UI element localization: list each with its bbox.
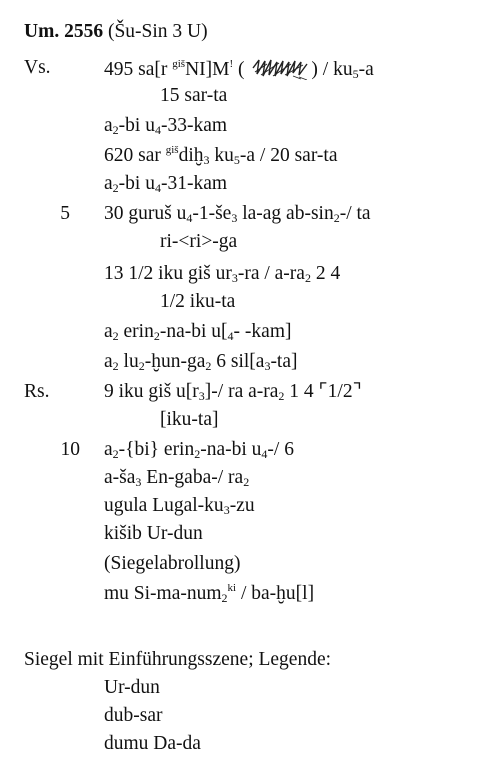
tablet-date: (Šu-Sin 3 U) — [107, 21, 208, 42]
subscript-index: 2 — [112, 181, 119, 195]
text-segment: -33-kam — [160, 115, 228, 136]
text-line — [160, 290, 235, 314]
text-segment: 9 iku giš u[r — [104, 381, 199, 402]
tablet-title — [24, 20, 208, 44]
text-segment: -zu — [229, 495, 255, 516]
text-segment: a — [104, 115, 113, 136]
tablet-number: Um. 2556 — [24, 21, 104, 42]
seal-line: Ur-dun — [104, 677, 160, 698]
subscript-index: 2 — [138, 359, 145, 373]
text-segment: a — [104, 321, 113, 342]
subscript-index: 2 — [243, 475, 250, 489]
text-segment: ]-/ ra a-ra — [204, 381, 279, 402]
subscript-index: 4 — [261, 447, 268, 461]
text-segment: -a — [358, 59, 374, 80]
text-segment: -1-še — [192, 203, 232, 224]
superscript-determinative: ! — [229, 58, 234, 70]
subscript-index: 3 — [203, 153, 210, 167]
subscript-index: 2 — [221, 591, 228, 605]
text-segment: -na-bi u — [200, 439, 262, 460]
text-segment: ku — [209, 145, 234, 166]
text-segment: a — [104, 351, 113, 372]
text-line — [104, 56, 374, 82]
text-segment: 30 guruš u — [104, 203, 187, 224]
text-segment: la-ag ab-sin — [237, 203, 334, 224]
subscript-index: 2 — [194, 447, 201, 461]
reverse-label: Rs. — [24, 381, 50, 402]
text-segment: -ḫun-ga — [144, 351, 206, 372]
subscript-index: 2 — [112, 359, 119, 373]
subscript-index: 2 — [333, 211, 340, 225]
subscript-index: 2 — [112, 123, 119, 137]
subscript-index: 2 — [112, 329, 119, 343]
text-segment: lu — [118, 351, 139, 372]
text-segment: - -kam] — [233, 321, 292, 342]
text-segment: -bi u — [118, 173, 155, 194]
text-line — [104, 144, 338, 168]
text-line — [104, 350, 298, 374]
subscript-index: 2 — [205, 359, 212, 373]
text-line — [160, 230, 237, 254]
seal-heading: Siegel mit Einführungsszene; Legende: — [24, 649, 332, 670]
superscript-determinative: ki — [227, 582, 237, 594]
text-segment: a — [104, 439, 113, 460]
text-segment: erin — [118, 321, 154, 342]
text-line — [104, 380, 362, 404]
subscript-index: 3 — [264, 359, 271, 373]
text-segment: -a / 20 sar-ta — [239, 145, 338, 166]
subscript-index: 5 — [352, 67, 359, 81]
text-segment: (Siegelabrollung) — [104, 553, 241, 574]
text-segment: NI]M — [185, 59, 230, 80]
text-line — [104, 552, 240, 576]
text-segment: En-gaba-/ ra — [141, 467, 244, 488]
text-segment: 13 1/2 iku giš ur — [104, 263, 232, 284]
text-line — [104, 494, 255, 518]
text-segment: -na-bi u[ — [159, 321, 228, 342]
subscript-index: 3 — [198, 389, 205, 403]
text-segment: kišib Ur-dun — [104, 523, 203, 544]
subscript-index: 3 — [231, 271, 238, 285]
text-line — [104, 522, 203, 546]
subscript-index: 4 — [154, 123, 161, 137]
text-line — [104, 438, 294, 462]
subscript-index: 2 — [153, 329, 160, 343]
subscript-index: 2 — [112, 447, 119, 461]
line-number-5: 5 — [60, 203, 70, 224]
text-segment: -31-kam — [160, 173, 228, 194]
superscript-determinative: giš — [172, 58, 186, 70]
text-segment: -{bi} erin — [118, 439, 195, 460]
subscript-index: 4 — [154, 181, 161, 195]
subscript-index: 3 — [231, 211, 238, 225]
superscript-determinative: giš — [165, 144, 179, 156]
subscript-index: 4 — [186, 211, 193, 225]
text-segment: 495 sa[r — [104, 59, 173, 80]
subscript-index: 3 — [135, 475, 142, 489]
text-segment: 15 sar-ta — [160, 85, 228, 106]
text-segment: 2 4 — [310, 263, 341, 284]
text-line — [104, 114, 227, 138]
text-line — [160, 84, 227, 108]
text-segment: -/ 6 — [267, 439, 294, 460]
text-segment: diḫ — [178, 145, 204, 166]
obverse-label: Vs. — [24, 57, 51, 78]
seal-line: dumu Da-da — [104, 733, 201, 754]
text-segment: ( — [233, 59, 250, 80]
subscript-index: 5 — [233, 153, 240, 167]
text-line — [104, 320, 291, 344]
subscript-index: 4 — [227, 329, 234, 343]
text-line — [104, 262, 340, 286]
text-segment: ) / ku — [311, 59, 353, 80]
text-line — [104, 582, 314, 606]
text-segment: a-ša — [104, 467, 136, 488]
text-segment: mu Si-ma-num — [104, 583, 222, 604]
damaged-sign-hatching — [249, 56, 311, 80]
text-segment: -ta] — [270, 351, 298, 372]
text-line — [160, 408, 218, 432]
text-segment: a — [104, 173, 113, 194]
text-line — [104, 172, 227, 196]
text-line — [104, 466, 249, 490]
text-segment: 620 sar — [104, 145, 166, 166]
text-segment: 1 4 ⌜1/2⌝ — [284, 381, 362, 402]
text-segment: 6 sil[a — [211, 351, 265, 372]
subscript-index: 2 — [278, 389, 285, 403]
subscript-index: 3 — [223, 503, 230, 517]
text-line — [104, 202, 371, 226]
seal-line: dub-sar — [104, 705, 163, 726]
text-segment: [iku-ta] — [160, 409, 219, 430]
text-segment: -bi u — [118, 115, 155, 136]
text-segment: -/ ta — [339, 203, 371, 224]
subscript-index: 2 — [304, 271, 311, 285]
text-segment: ri-<ri>-ga — [160, 231, 238, 252]
text-segment: ugula Lugal-ku — [104, 495, 224, 516]
text-segment: -ra / a-ra — [237, 263, 305, 284]
line-number-10: 10 — [60, 439, 80, 460]
text-segment: 1/2 iku-ta — [160, 291, 236, 312]
text-segment: / ba-ḫu[l] — [236, 583, 315, 604]
